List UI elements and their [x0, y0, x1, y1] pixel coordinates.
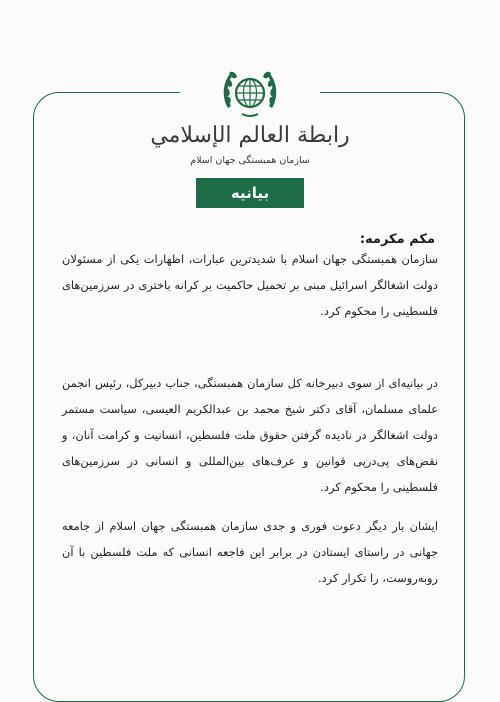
paragraph-2: در بیانیه‌ای از سوی دبیرخانه کل سازمان همبستگی، جناب دبیرکل، رئیس انجمن علمای مسلمان، آقای دکتر شیخ محمد بن عبدالکریم العیسی، سیاست مستمر دولت اشغالگر در نادیده گرفتن حقوق ملت فلسطین، انسانیت و کرامت آنان، و نقض‌های پی‌درپی قوانین و عرف‌های بین‌المللی و انسانی در سرزمین‌های فلسطینی را محکوم کرد.	[62, 376, 438, 494]
title-banner: بیانیه	[196, 178, 304, 208]
logo-persian-text: سازمان همبستگی جهان اسلام	[190, 155, 310, 166]
salutation: مکم مکرمه:	[359, 232, 435, 247]
paragraph-1: سازمان همبستگی جهان اسلام با شدیدترین عبارات، اظهارات یکی از مسئولان دولت اشغالگر اسرائیل مبنی بر تحمیل حاکمیت بر کرانه باختری در سرزمین‌های فلسطینی را محکوم کرد.	[62, 252, 438, 318]
paragraph-3: ایشان بار دیگر دعوت فوری و جدی سازمان همبستگی جهان اسلام از جامعه جهانی در راستای ایستادن در برابر این فاجعه انسانی که ملت فلسطین با آن روبه‌روست، را تکرار کرد.	[62, 519, 438, 585]
logo-arabic-text: رابطة العالم الإسلامي	[150, 123, 350, 148]
emblem-icon	[218, 62, 282, 126]
